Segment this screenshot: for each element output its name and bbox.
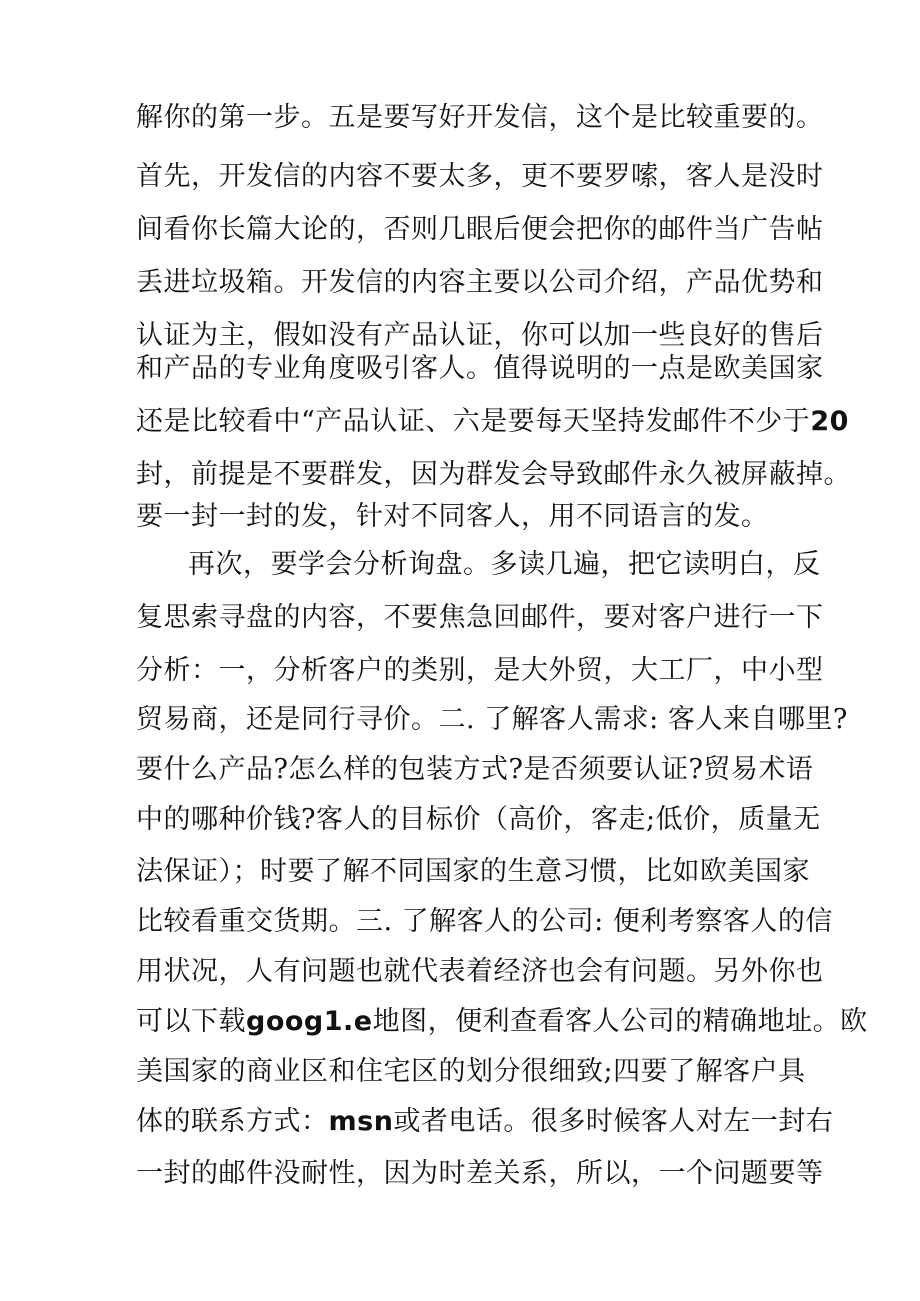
text-run: 首先，开发信的内容不要太多，更不要罗嗦，客人是没时 <box>136 161 824 192</box>
text-run: 间看你长篇大论的，否则几眼后便会把你的邮件当广告帖 <box>136 214 824 245</box>
text-line-9 <box>136 497 769 537</box>
text-line-6 <box>136 349 824 389</box>
text-run: 要一封一封的发，针对不同客人，用不同语言的发。 <box>136 501 769 532</box>
text-run: 美国家的商业区和住宅区的划分很细致;四要了解客户具 <box>136 1056 806 1087</box>
text-line-4 <box>136 263 824 303</box>
text-line-16 <box>136 852 810 892</box>
text-line-21 <box>136 1102 833 1142</box>
text-line-18 <box>136 952 824 992</box>
text-run: 一封的邮件没耐性，因为时差关系，所以，一个问题要等 <box>136 1158 824 1189</box>
text-run: 地图，便利查看客人公司的精确地址。欧 <box>372 1006 868 1037</box>
text-line-3 <box>136 210 824 250</box>
text-run: 再次，要学会分析询盘。多读几遍，把它读明白，反 <box>188 549 821 580</box>
text-run: 封，前提是不要群发，因为群发会导致邮件永久被屏蔽掉。 <box>136 459 851 490</box>
text-run: 中的哪种价钱?客人的目标价（高价，客走;低价，质量无 <box>136 804 821 835</box>
text-line-1 <box>136 98 824 138</box>
text-run: 法保证）；时要了解不同国家的生意习惯，比如欧美国家 <box>136 856 810 887</box>
text-run-bold: msn <box>328 1106 394 1137</box>
text-line-13 <box>136 700 848 740</box>
text-line-12 <box>136 651 824 691</box>
text-run: 体的联系方式： <box>136 1106 329 1137</box>
text-line-20 <box>136 1052 806 1092</box>
text-line-19 <box>136 1002 868 1042</box>
text-line-10 <box>188 545 821 585</box>
text-run: 还是比较看中“产品认证、六是要每天坚持发邮件不少于 <box>136 406 811 437</box>
text-line-2 <box>136 157 824 197</box>
text-run: 要什么产品?怎么样的包装方式?是否须要认证?贸易术语 <box>136 754 814 785</box>
text-line-7 <box>136 402 849 442</box>
text-line-8 <box>136 455 851 495</box>
text-line-22 <box>136 1154 824 1194</box>
text-line-15 <box>136 800 821 840</box>
text-line-11 <box>136 598 824 638</box>
text-run: 复思索寻盘的内容，不要焦急回邮件，要对客户进行一下 <box>136 602 824 633</box>
text-run: 比较看重交货期。三. 了解客人的公司: 便利考察客人的信 <box>136 906 833 937</box>
text-run: 或者电话。很多时候客人对左一封右 <box>393 1106 834 1137</box>
text-run: 和产品的专业角度吸引客人。值得说明的一点是欧美国家 <box>136 353 824 384</box>
text-run: 分析：一，分析客户的类别，是大外贸，大工厂，中小型 <box>136 655 824 686</box>
text-run: 用状况，人有问题也就代表着经济也会有问题。另外你也 <box>136 956 824 987</box>
text-run: 贸易商，还是同行寻价。二. 了解客人需求: 客人来自哪里? <box>136 704 848 735</box>
text-run: 可以下载 <box>136 1006 246 1037</box>
text-run-bold: goog1.e <box>246 1006 373 1037</box>
text-line-14 <box>136 750 813 790</box>
text-run: 解你的第一步。五是要写好开发信，这个是比较重要的。 <box>136 102 824 133</box>
text-run-bold: 20 <box>810 406 849 437</box>
text-run: 认证为主，假如没有产品认证，你可以加一些良好的售后 <box>136 320 824 351</box>
text-run: 丢进垃圾箱。开发信的内容主要以公司介绍，产品优势和 <box>136 267 824 298</box>
text-line-17 <box>136 902 833 942</box>
